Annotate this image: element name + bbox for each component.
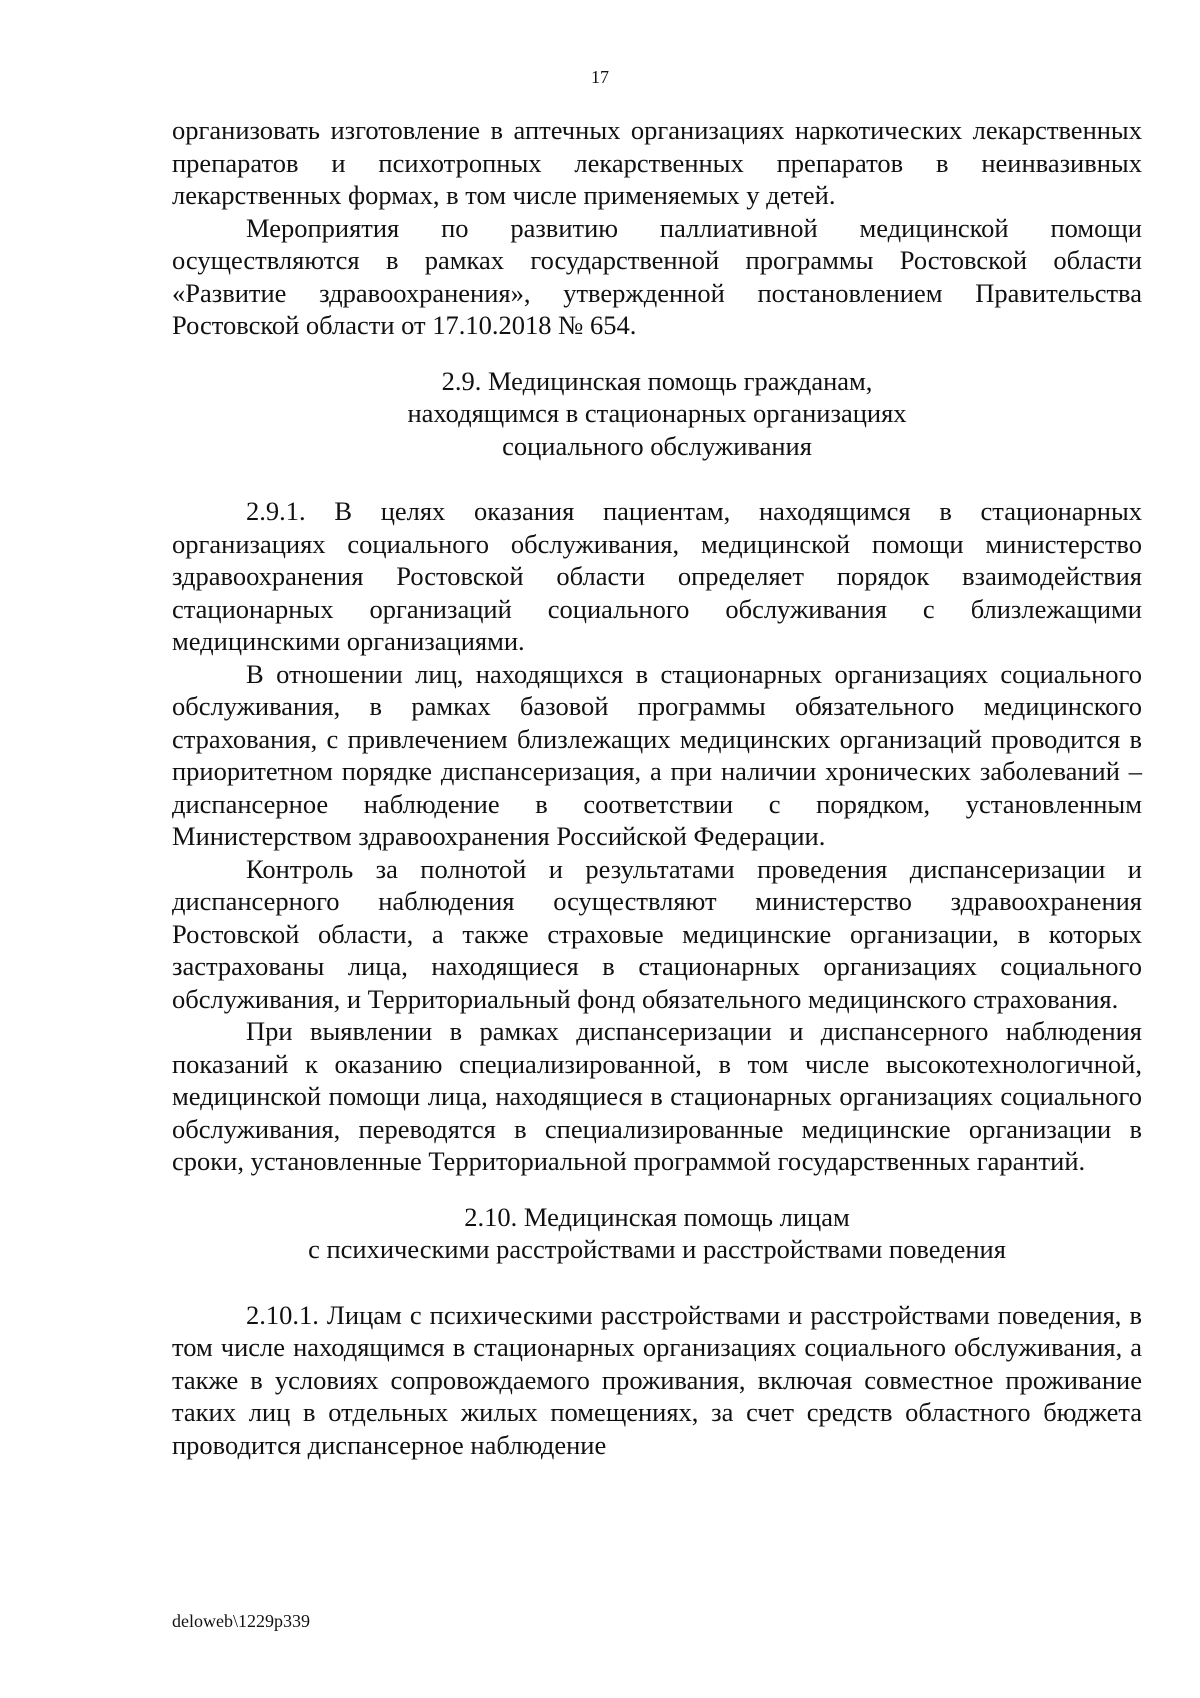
paragraph-dispanserization: В отношении лиц, находящихся в стационарных организациях социального обслуживания, в рамках базовой программы обязательного медицинского страхования, с привлечением близлежащих медицинских организаций проводится в приоритетном порядке диспансеризация, а при наличии хронических заболеваний – диспансерное наблюдение в соответствии с порядком, установленным Министерством здравоохранения Российской Федерации. [172, 658, 1142, 851]
heading-line: с психическими расстройствами и расстройствами поведения [308, 1234, 1006, 1264]
paragraph-2-10-1: 2.10.1. Лицам с психическими расстройствами и расстройствами поведения, в том числе находящимся в стационарных организациях социального обслуживания, а также в условиях сопровождаемого проживания, включая совместное проживание таких лиц в отдельных жилых помещениях, за счет средств областного бюджета проводится диспансерное наблюдение [172, 1299, 1142, 1460]
heading-line: социального обслуживания [502, 430, 812, 461]
paragraph-continuation: организовать изготовление в аптечных организациях наркотических лекарственных препаратов и психотропных лекарственных препаратов в неинвазивных лекарственных формах, в том числе применяемых у детей. [172, 115, 1142, 210]
document-footer-code: deloweb\1229p339 [172, 1611, 310, 1631]
page-number: 17 [591, 67, 609, 87]
paragraph-specialized-care: При выявлении в рамках диспансеризации и диспансерного наблюдения показаний к оказанию специализированной, в том числе высокотехнологичной, медицинской помощи лица, находящиеся в стационарных организациях социального обслуживания, переводятся в специализированные медицинские организации в сроки, установленные Территориальной программой государственных гарантий. [172, 1016, 1142, 1176]
heading-line: 2.9. Медицинская помощь гражданам, [441, 365, 873, 396]
section-heading-2-9 [172, 365, 1142, 463]
section-heading-2-10 [172, 1201, 1142, 1266]
paragraph-2-9-1: 2.9.1. В целях оказания пациентам, находящимся в стационарных организациях социального обслуживания, медицинской помощи министерство здравоохранения Ростовской области определяет порядок взаимодействия стационарных организаций социального обслуживания с близлежащими медицинскими организациями. [172, 496, 1142, 656]
heading-line: находящимся в стационарных организациях [407, 398, 907, 428]
document-body [172, 114, 1142, 1461]
paragraph-control: Контроль за полнотой и результатами проведения диспансеризации и диспансерного наблюдения осуществляют министерство здравоохранения Ростовской области, а также страховые медицинские организации, в которых застрахованы лица, находящиеся в стационарных организациях социального обслуживания, и Территориальный фонд обязательного медицинского страхования. [172, 853, 1142, 1014]
paragraph-palliative-program: Мероприятия по развитию паллиативной медицинской помощи осуществляются в рамках государственной программы Ростовской области «Развитие здравоохранения», утвержденной постановлением Правительства Ростовской области от 17.10.2018 № 654. [172, 212, 1142, 340]
heading-line: 2.10. Медицинская помощь лицам [464, 1201, 850, 1232]
